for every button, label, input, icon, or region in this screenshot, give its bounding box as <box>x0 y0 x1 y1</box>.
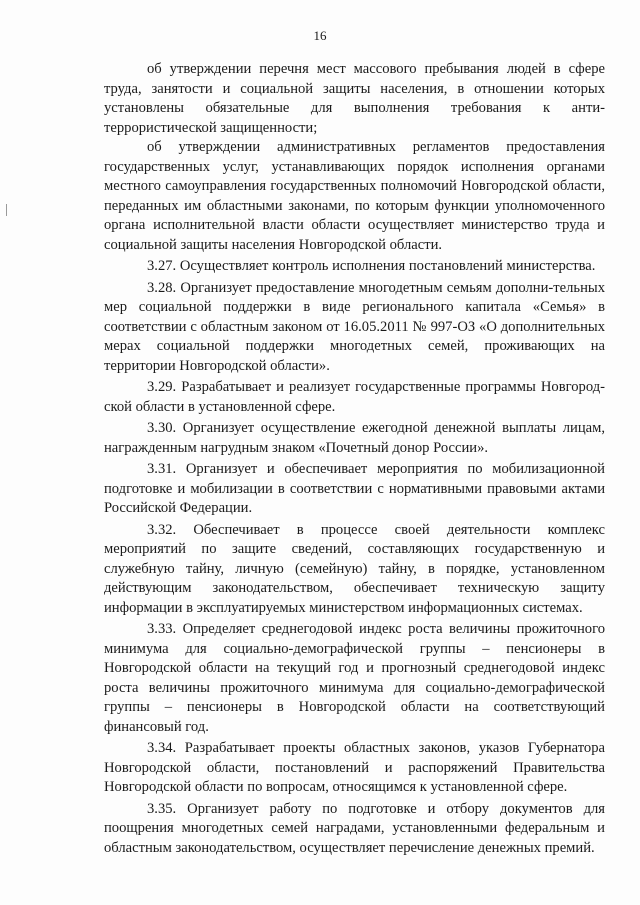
paragraph-3-29: 3.29. Разрабатывает и реализует государственные программы Новгород-ской области в установленной сфере. <box>104 379 605 415</box>
paragraph-3-33: 3.33. Определяет среднегодовой индекс роста величины прожиточного минимума для социально-демографической группы – пенсионеры в Новгородской области на текущий год и прогнозный среднегодовой индекс роста величины прожиточного минимума для социально-демографической группы – пенсионеры в Новгородской области на соответствующий финансовый год. <box>104 621 605 735</box>
paragraph-3-35: 3.35. Организует работу по подготовке и отбору документов для поощрения многодетных семей наградами, установленными федеральным и областным законодательством, осуществляет перечисление денежных премий. <box>104 800 605 856</box>
paragraph-3-32: 3.32. Обеспечивает в процессе своей деятельности комплекс мероприятий по защите сведений, составляющих государственную и служебную тайну, личную (семейную) тайну, в порядке, установленном действующим законодательством, обеспечивает техническую защиту информации в эксплуатируемых министерством информационных системах. <box>104 521 605 616</box>
paragraph-list-item-places: об утверждении перечня мест массового пребывания людей в сфере труда, занятости и социальной защиты населения, в отношении которых установлены обязательные для выполнения требования к анти-террористической защищенности; <box>104 61 605 136</box>
document-body <box>104 60 605 858</box>
margin-mark <box>6 204 9 216</box>
page-number: 16 <box>313 28 327 43</box>
paragraph-list-item-regulations: об утверждении административных регламентов предоставления государственных услуг, устанавливающих порядок исполнения органами местного самоуправления государственных полномочий Новгородской области, переданных им областными законами, по которым функции уполномоченного органа исполнительной власти области осуществляет министерство труда и социальной защиты населения Новгородской области. <box>104 139 605 253</box>
paragraph-3-31: 3.31. Организует и обеспечивает мероприятия по мобилизационной подготовке и мобилизации в соответствии с нормативными правовыми актами Российской Федерации. <box>104 461 605 516</box>
paragraph-3-30: 3.30. Организует осуществление ежегодной денежной выплаты лицам, награжденным нагрудным знаком «Почетный донор России». <box>104 420 605 456</box>
paragraph-3-27: 3.27. Осуществляет контроль исполнения постановлений министерства. <box>147 258 596 274</box>
paragraph-3-34: 3.34. Разрабатывает проекты областных законов, указов Губернатора Новгородской области, постановлений и распоряжений Правительства Новгородской области по вопросам, относящимся к установленной сфере. <box>104 740 605 795</box>
paragraph-3-28: 3.28. Организует предоставление многодетным семьям дополни-тельных мер социальной поддержки в виде регионального капитала «Семья» в соответствии с областным законом от 16.05.2011 № 997-ОЗ «О дополнительных мерах социальной поддержки многодетных семей, проживающих на территории Новгородской области». <box>104 279 605 374</box>
